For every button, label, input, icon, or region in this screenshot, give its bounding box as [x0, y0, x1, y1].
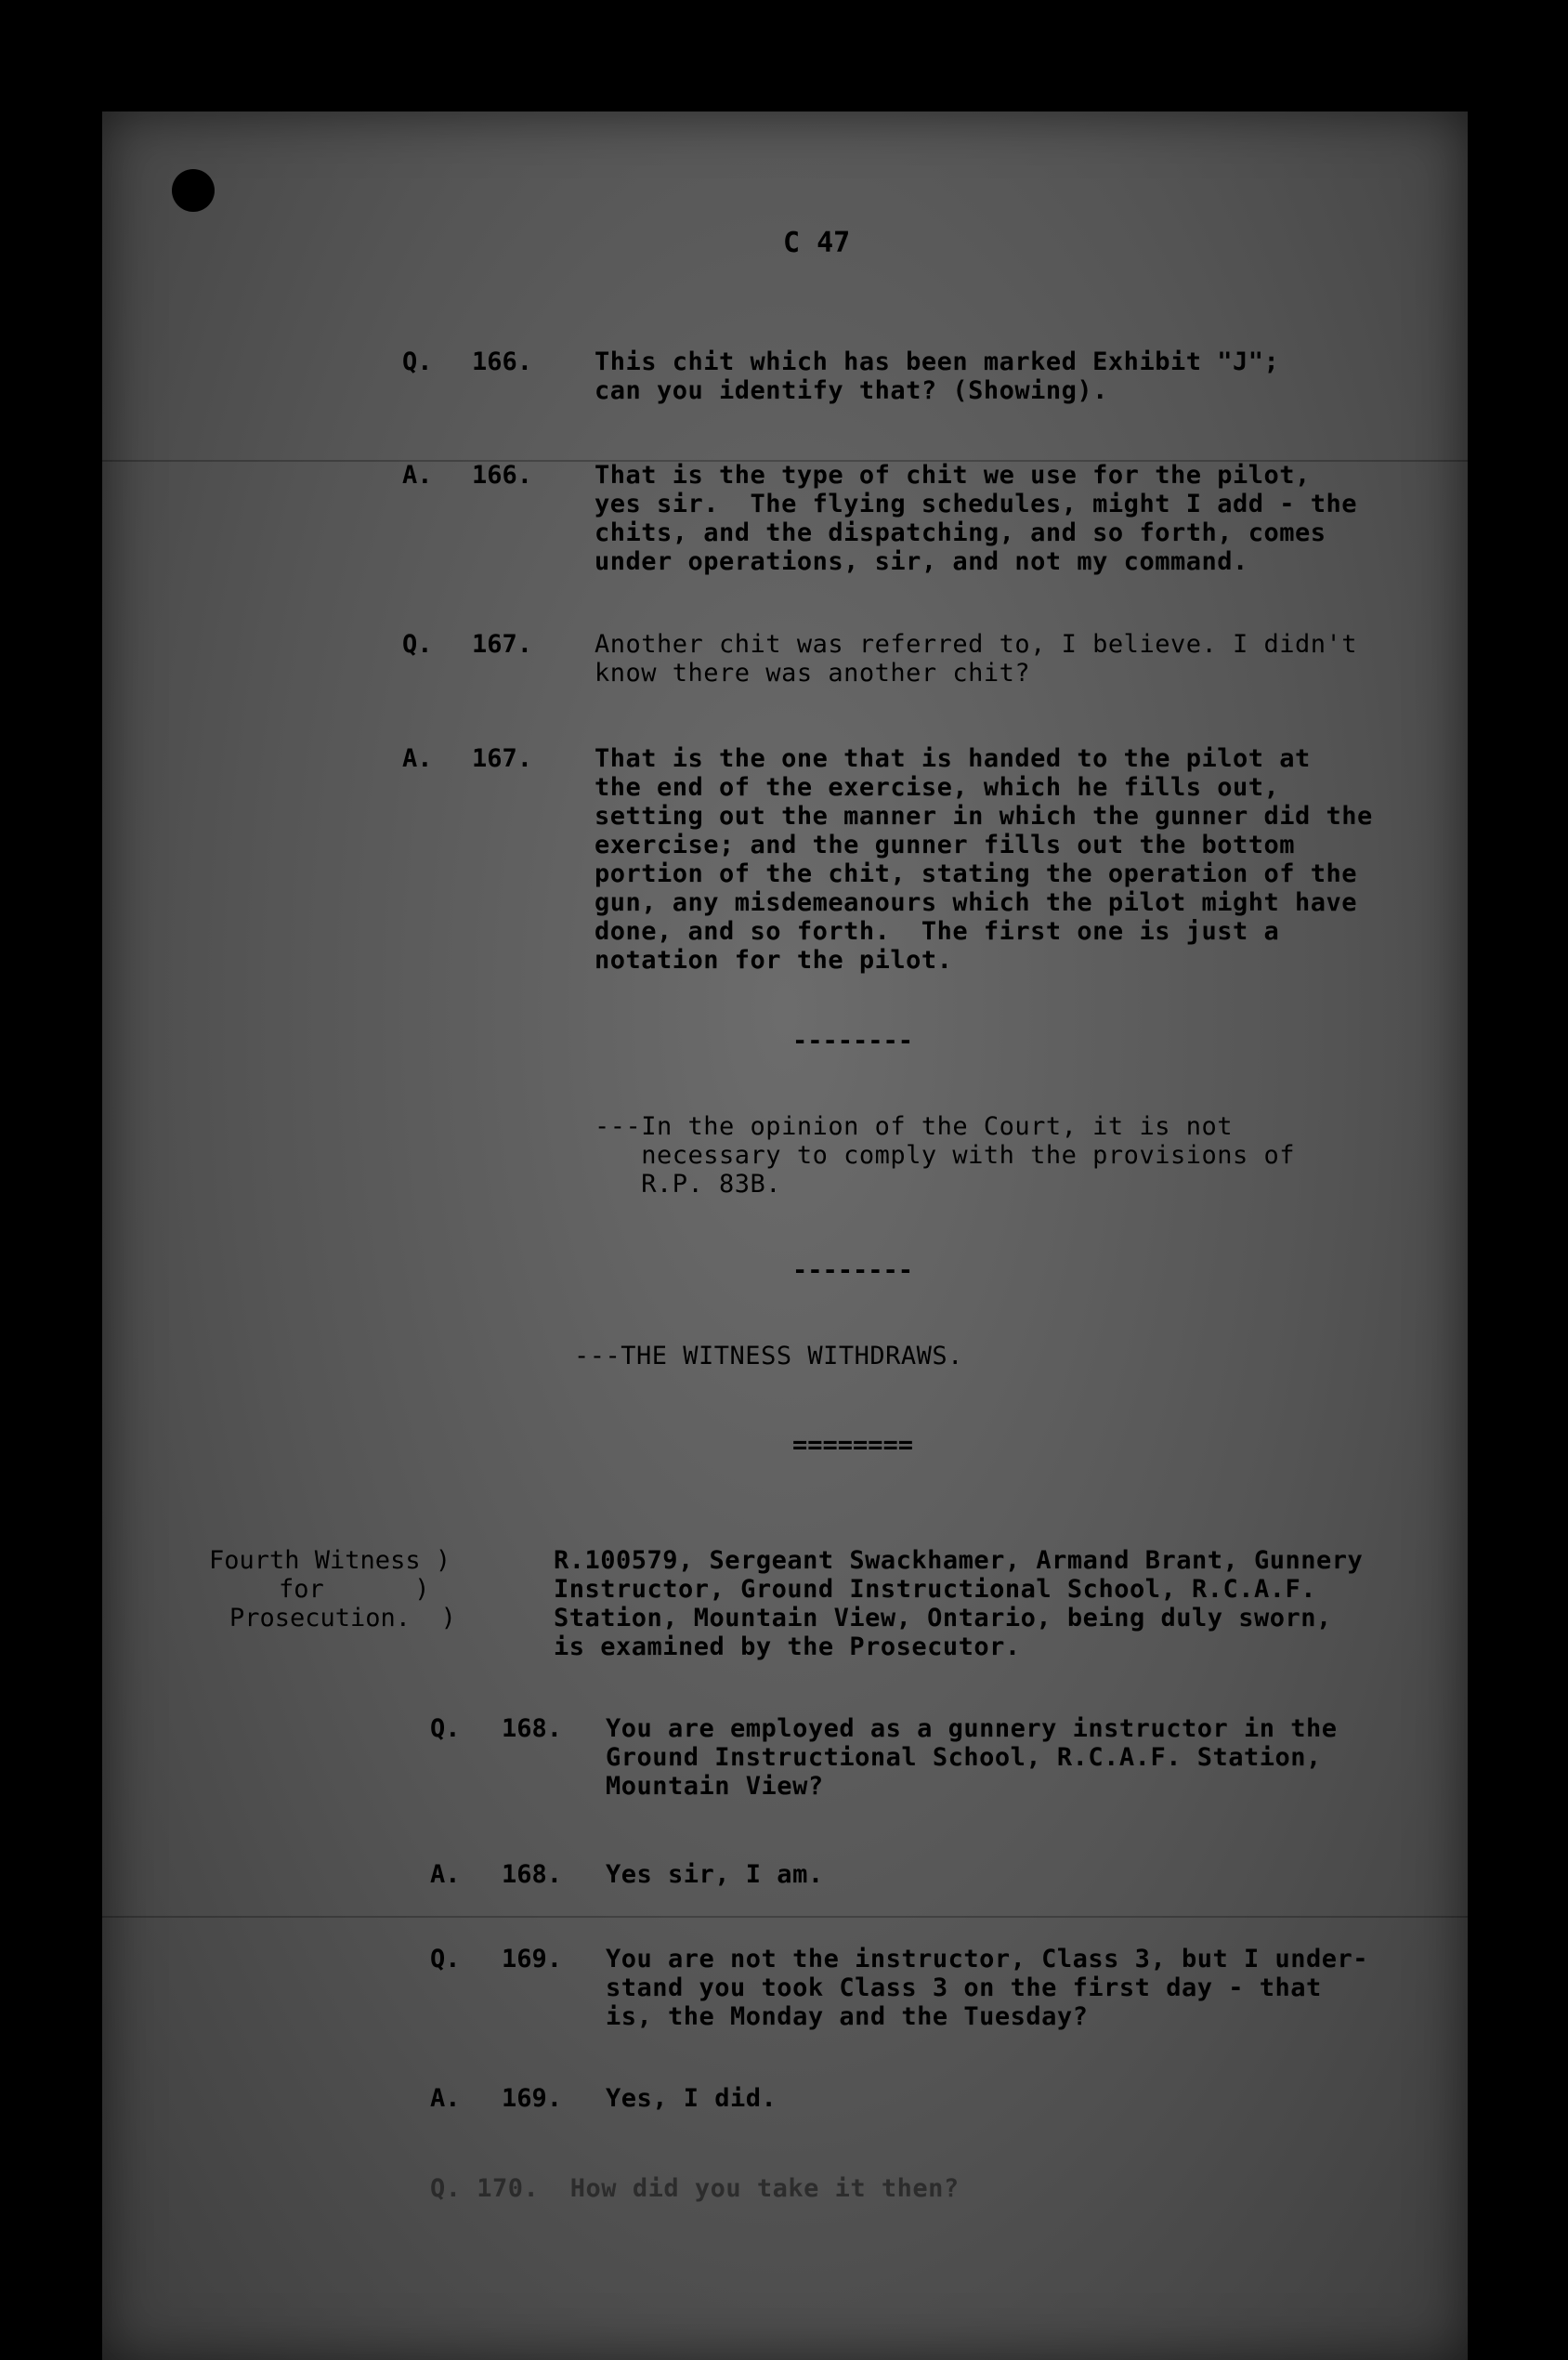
entry-tag: Q.	[430, 1714, 461, 1743]
witness-side-label: for )	[279, 1575, 430, 1604]
entry-line: That is the one that is handed to the pilot at	[595, 744, 1311, 773]
cut-off-line: Q. 170. How did you take it then?	[430, 2174, 960, 2203]
entry-line: Ground Instructional School, R.C.A.F. Station,	[606, 1743, 1322, 1772]
entry-tag: Q.	[402, 630, 433, 659]
entry-number: 166.	[472, 461, 533, 490]
entry-tag: A.	[402, 461, 433, 490]
page-number: C 47	[783, 227, 851, 259]
witness-text-line: is examined by the Prosecutor.	[554, 1632, 1021, 1661]
witness-text-line: Instructor, Ground Instructional School, R.C.A.F.	[554, 1575, 1317, 1604]
separator: ========	[792, 1431, 914, 1460]
entry-line: You are not the instructor, Class 3, but I under-	[606, 1945, 1369, 1973]
entry-line: is, the Monday and the Tuesday?	[606, 2002, 1089, 2031]
entry-tag: Q.	[430, 1945, 461, 1973]
entry-line: exercise; and the gunner fills out the bottom	[595, 831, 1295, 859]
witness-text-line: R.100579, Sergeant Swackhamer, Armand Brant, Gunnery	[554, 1546, 1364, 1575]
entry-line: yes sir. The flying schedules, might I add - the	[595, 490, 1358, 518]
entry-tag: A.	[430, 1860, 461, 1889]
separator: --------	[792, 1027, 914, 1055]
entry-number: 168.	[502, 1860, 563, 1889]
entry-line: notation for the pilot.	[595, 946, 953, 975]
entry-line: You are employed as a gunnery instructor in the	[606, 1714, 1338, 1743]
entry-number: 167.	[472, 744, 533, 773]
entry-tag: A.	[430, 2084, 461, 2113]
entry-line: gun, any misdemeanours which the pilot might have	[595, 888, 1358, 917]
entry-number: 169.	[502, 1945, 563, 1973]
punch-hole	[172, 169, 215, 212]
witness-side-label: Prosecution. )	[229, 1604, 456, 1632]
entry-line: the end of the exercise, which he fills out,	[595, 773, 1280, 802]
entry-line: know there was another chit?	[595, 659, 1031, 688]
entry-number: 166.	[472, 347, 533, 376]
entry-tag: A.	[402, 744, 433, 773]
entry-line: Yes, I did.	[606, 2084, 777, 2113]
entry-tag: Q.	[402, 347, 433, 376]
entry-line: That is the type of chit we use for the pilot,	[595, 461, 1311, 490]
entry-line: chits, and the dispatching, and so forth, comes	[595, 518, 1326, 547]
entry-line: under operations, sir, and not my command.	[595, 547, 1248, 576]
entry-line: setting out the manner in which the gunner did the	[595, 802, 1373, 831]
entry-number: 168.	[502, 1714, 563, 1743]
entry-line: portion of the chit, stating the operation of the	[595, 859, 1358, 888]
court-note-line: ---In the opinion of the Court, it is not	[595, 1112, 1233, 1141]
entry-number: 167.	[472, 630, 533, 659]
separator: --------	[792, 1256, 914, 1285]
entry-line: done, and so forth. The first one is just a	[595, 917, 1280, 946]
court-note-line: necessary to comply with the provisions of	[595, 1141, 1295, 1170]
entry-line: Another chit was referred to, I believe. I didn't	[595, 630, 1358, 659]
entry-line: stand you took Class 3 on the first day - that	[606, 1973, 1322, 2002]
entry-line: Yes sir, I am.	[606, 1860, 824, 1889]
entry-line: Mountain View?	[606, 1772, 824, 1801]
fold-line	[102, 1916, 1468, 1918]
entry-line: can you identify that? (Showing).	[595, 376, 1108, 405]
witness-text-line: Station, Mountain View, Ontario, being duly sworn,	[554, 1604, 1332, 1632]
witness-side-label: Fourth Witness )	[209, 1546, 451, 1575]
court-note-line: R.P. 83B.	[595, 1170, 782, 1199]
entry-line: This chit which has been marked Exhibit "J";	[595, 347, 1280, 376]
entry-number: 169.	[502, 2084, 563, 2113]
withdraws-note: ---THE WITNESS WITHDRAWS.	[574, 1342, 963, 1370]
